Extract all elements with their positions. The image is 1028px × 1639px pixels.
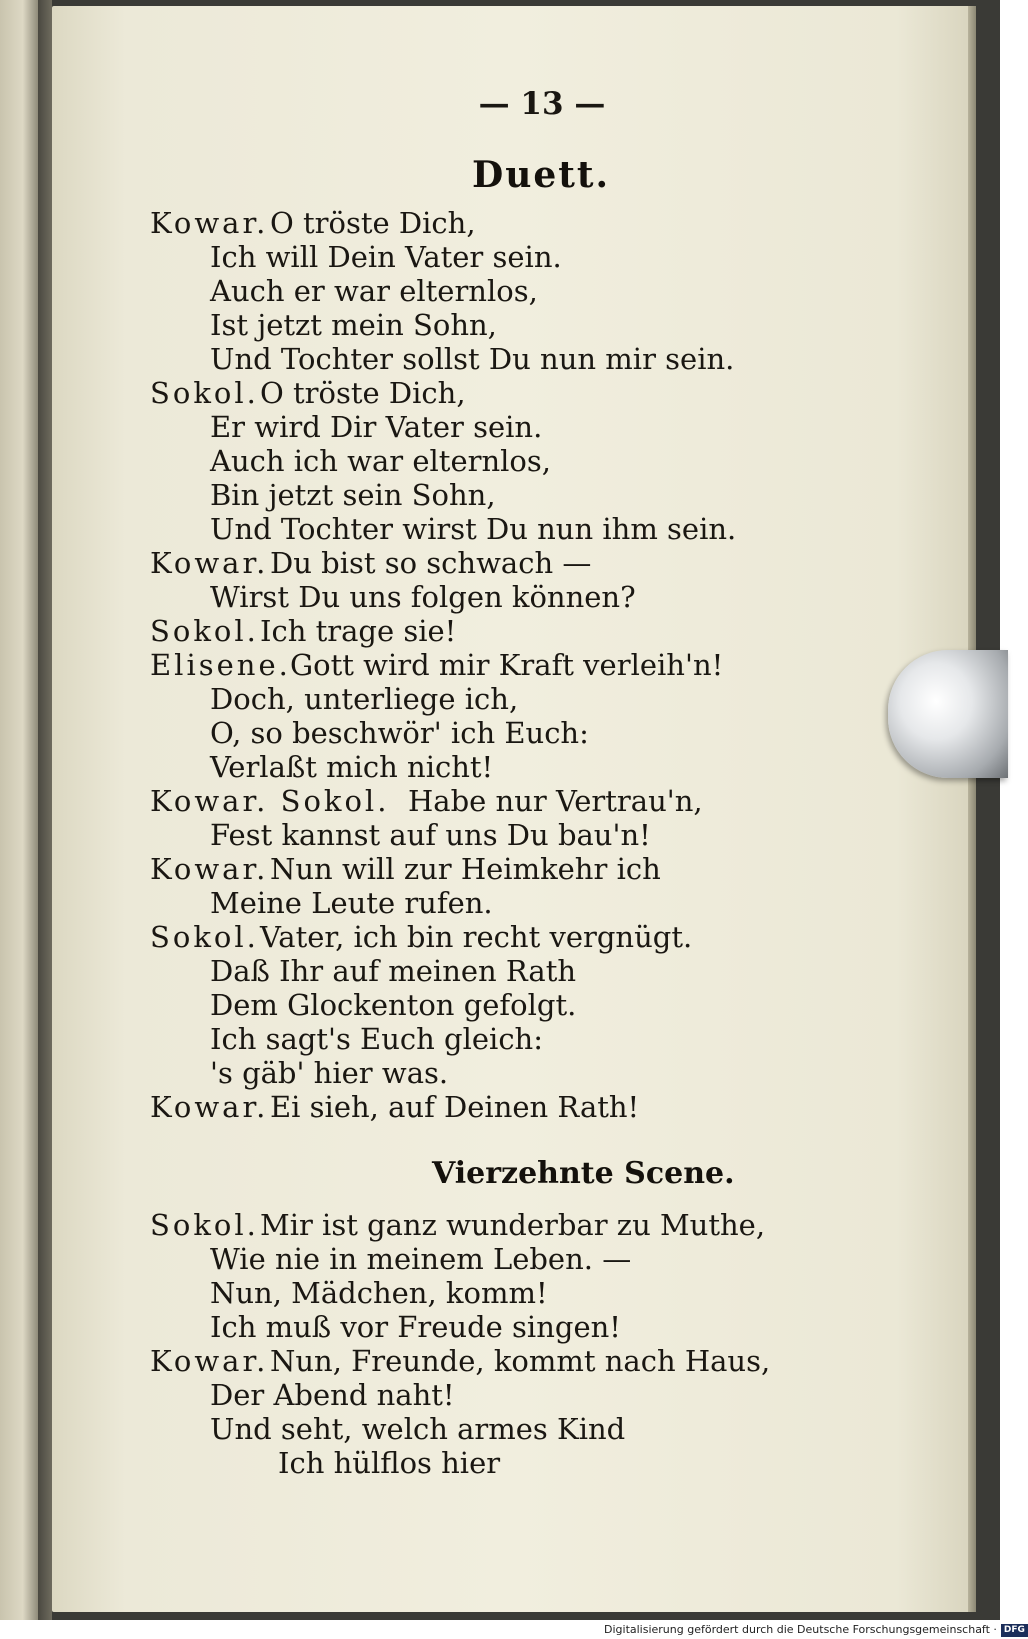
speaker-label: Kowar. bbox=[150, 546, 269, 580]
verse-line: O, so beschwör' ich Euch: bbox=[210, 716, 589, 750]
verse-line: Er wird Dir Vater sein. bbox=[210, 410, 543, 444]
speaker-label: Kowar. bbox=[150, 1344, 269, 1378]
page-number: — 13 — bbox=[478, 86, 606, 122]
verse-line: Habe nur Vertrau'n, bbox=[408, 784, 703, 818]
verse-line: Ich muß vor Freude singen! bbox=[210, 1310, 621, 1344]
speaker-label: Sokol. bbox=[150, 614, 259, 648]
speaker-label: Kowar. Sokol. bbox=[150, 784, 390, 818]
verse-line: Ich hülflos hier bbox=[278, 1446, 501, 1480]
verse-line: Doch, unterliege ich, bbox=[210, 682, 519, 716]
speaker-label: Sokol. bbox=[150, 1208, 259, 1242]
book-gutter bbox=[38, 0, 52, 1620]
verse-line: Nun will zur Heimkehr ich bbox=[270, 852, 661, 886]
dfg-logo-icon: DFG bbox=[1001, 1624, 1028, 1637]
verse-line: Meine Leute rufen. bbox=[210, 886, 493, 920]
verse-line: Bin jetzt sein Sohn, bbox=[210, 478, 496, 512]
verse-line: Und Tochter wirst Du nun ihm sein. bbox=[210, 512, 737, 546]
page-stack-edge bbox=[968, 6, 976, 1612]
speaker-label: Sokol. bbox=[150, 920, 259, 954]
verse-line: Nun, Mädchen, komm! bbox=[210, 1276, 548, 1310]
digitization-credit bbox=[604, 1622, 1028, 1638]
verse-line: O tröste Dich, bbox=[260, 376, 466, 410]
speaker-label: Kowar. bbox=[150, 1090, 269, 1124]
verse-line: Mir ist ganz wunderbar zu Muthe, bbox=[260, 1208, 766, 1242]
facing-page-edge bbox=[0, 0, 38, 1620]
speaker-label: Kowar. bbox=[150, 852, 269, 886]
verse-line: Ich trage sie! bbox=[260, 614, 457, 648]
speaker-label: Elisene. bbox=[150, 648, 291, 682]
speaker-label: Kowar. bbox=[150, 206, 269, 240]
verse-line: Und Tochter sollst Du nun mir sein. bbox=[210, 342, 735, 376]
verse-line: Verlaßt mich nicht! bbox=[210, 750, 494, 784]
scene-heading: Vierzehnte Scene. bbox=[432, 1156, 735, 1191]
verse-line: 's gäb' hier was. bbox=[210, 1056, 449, 1090]
verse-line: O tröste Dich, bbox=[270, 206, 476, 240]
verse-line: Auch ich war elternlos, bbox=[210, 444, 551, 478]
credit-text: Digitalisierung gefördert durch die Deutsche Forschungsgemeinschaft · bbox=[604, 1623, 997, 1636]
verse-line: Dem Glockenton gefolgt. bbox=[210, 988, 577, 1022]
verse-line: Du bist so schwach — bbox=[270, 546, 592, 580]
section-heading-duett: Duett. bbox=[472, 154, 611, 196]
verse-line: Und seht, welch armes Kind bbox=[210, 1412, 626, 1446]
verse-line: Auch er war elternlos, bbox=[210, 274, 538, 308]
verse-line: Ich will Dein Vater sein. bbox=[210, 240, 562, 274]
book-page bbox=[52, 6, 970, 1612]
verse-line: Wie nie in meinem Leben. — bbox=[210, 1242, 632, 1276]
verse-line: Wirst Du uns folgen können? bbox=[210, 580, 636, 614]
verse-line: Ist jetzt mein Sohn, bbox=[210, 308, 497, 342]
verse-line: Ei sieh, auf Deinen Rath! bbox=[270, 1090, 640, 1124]
verse-line: Fest kannst auf uns Du bau'n! bbox=[210, 818, 651, 852]
verse-line: Nun, Freunde, kommt nach Haus, bbox=[270, 1344, 771, 1378]
verse-line: Vater, ich bin recht vergnügt. bbox=[260, 920, 693, 954]
verse-line: Der Abend naht! bbox=[210, 1378, 455, 1412]
book-clip bbox=[888, 650, 1008, 778]
speaker-label: Sokol. bbox=[150, 376, 259, 410]
verse-line: Gott wird mir Kraft verleih'n! bbox=[290, 648, 724, 682]
verse-line: Ich sagt's Euch gleich: bbox=[210, 1022, 544, 1056]
verse-line: Daß Ihr auf meinen Rath bbox=[210, 954, 577, 988]
